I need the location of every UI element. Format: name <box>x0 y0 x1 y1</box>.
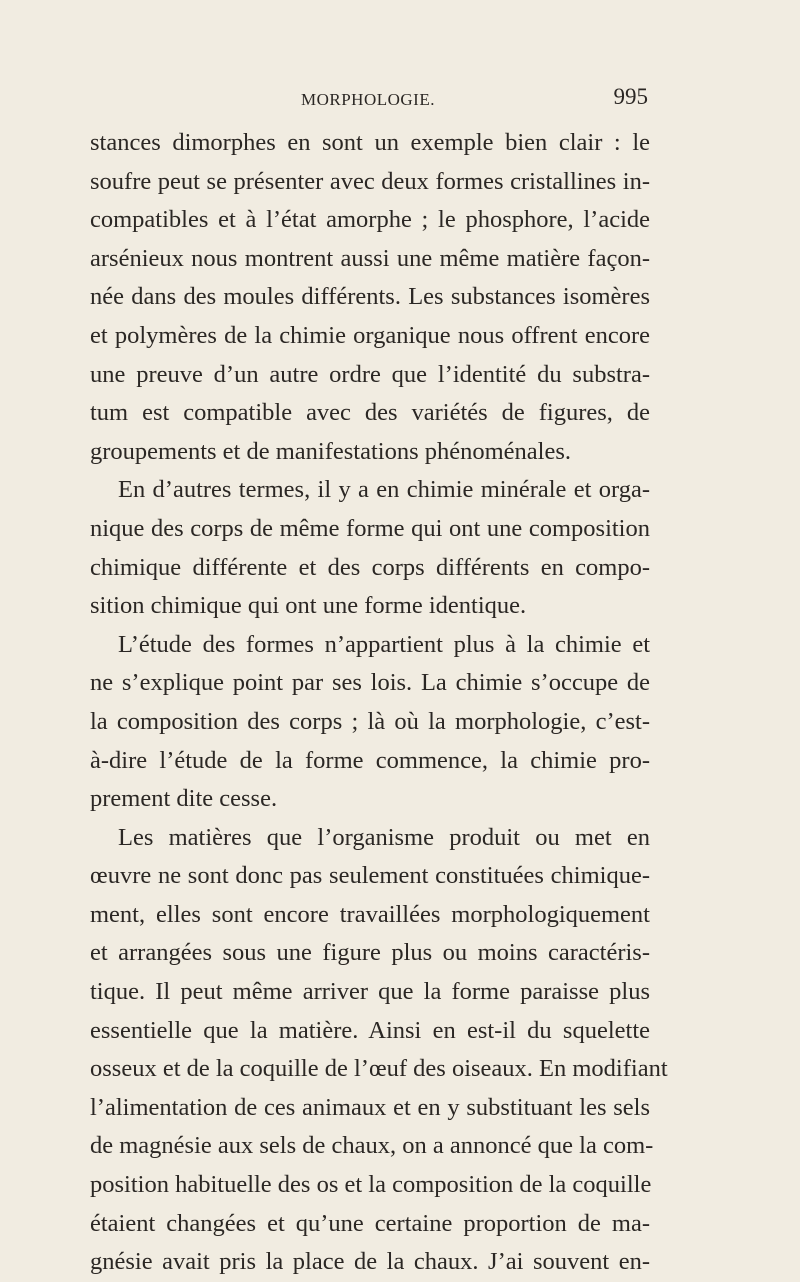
running-title: MORPHOLOGIE. <box>301 90 435 109</box>
paragraph-first-line: Les matières que l’organisme produit ou met en <box>118 823 650 851</box>
page-number: 995 <box>613 84 648 109</box>
text-line: arsénieux nous montrent aussi une même matière façon- <box>90 244 650 272</box>
text-line: de magnésie aux sels de chaux, on a annoncé que la com- <box>90 1132 654 1160</box>
text-line: gnésie avait pris la place de la chaux. J’ai souvent en- <box>90 1248 650 1276</box>
page-header <box>90 86 660 116</box>
text-line: stances dimorphes en sont un exemple bien clair : le <box>90 129 650 156</box>
paragraph-first-line: En d’autres termes, il y a en chimie minérale et orga- <box>118 476 650 504</box>
text-line: ne s’explique point par ses lois. La chimie s’occupe de <box>90 669 650 697</box>
text-line: tique. Il peut même arriver que la forme paraisse plus <box>90 978 650 1006</box>
text-line: étaient changées et qu’une certaine proportion de ma- <box>90 1209 650 1237</box>
body-text <box>90 124 668 1282</box>
text-line: chimique différente et des corps différents en compo- <box>90 553 650 581</box>
text-line: une preuve d’un autre ordre que l’identité du substra- <box>90 360 650 388</box>
text-line: nique des corps de même forme qui ont une composition <box>90 514 650 542</box>
text-line: position habituelle des os et la composition de la coquille <box>90 1171 652 1199</box>
text-line: œuvre ne sont donc pas seulement constituées chimique- <box>90 862 650 890</box>
paragraph-first-line: L’étude des formes n’appartient plus à la chimie et <box>118 630 650 658</box>
text-line: prement dite cesse. <box>90 785 278 813</box>
text-line: la composition des corps ; là où la morphologie, c’est- <box>90 707 650 735</box>
text-line: l’alimentation de ces animaux et en y substituant les sels <box>90 1093 650 1121</box>
text-line: tum est compatible avec des variétés de figures, de <box>90 399 650 427</box>
text-line: osseux et de la coquille de l’œuf des oiseaux. En modifiant <box>90 1055 668 1083</box>
text-line: à-dire l’étude de la forme commence, la chimie pro- <box>90 746 650 774</box>
text-line: compatibles et à l’état amorphe ; le phosphore, l’acide <box>90 206 650 234</box>
text-line: ment, elles sont encore travaillées morphologiquement <box>90 900 650 928</box>
text-line: soufre peut se présenter avec deux formes cristallines in- <box>90 167 650 195</box>
text-line: essentielle que la matière. Ainsi en est-il du squelette <box>90 1016 650 1044</box>
text-line: groupements et de manifestations phénoménales. <box>90 437 572 465</box>
text-line: sition chimique qui ont une forme identique. <box>90 592 527 620</box>
text-line: et polymères de la chimie organique nous offrent encore <box>90 321 650 349</box>
text-line: née dans des moules différents. Les substances isomères <box>90 283 650 311</box>
text-line: et arrangées sous une figure plus ou moins caractéris- <box>90 939 650 967</box>
